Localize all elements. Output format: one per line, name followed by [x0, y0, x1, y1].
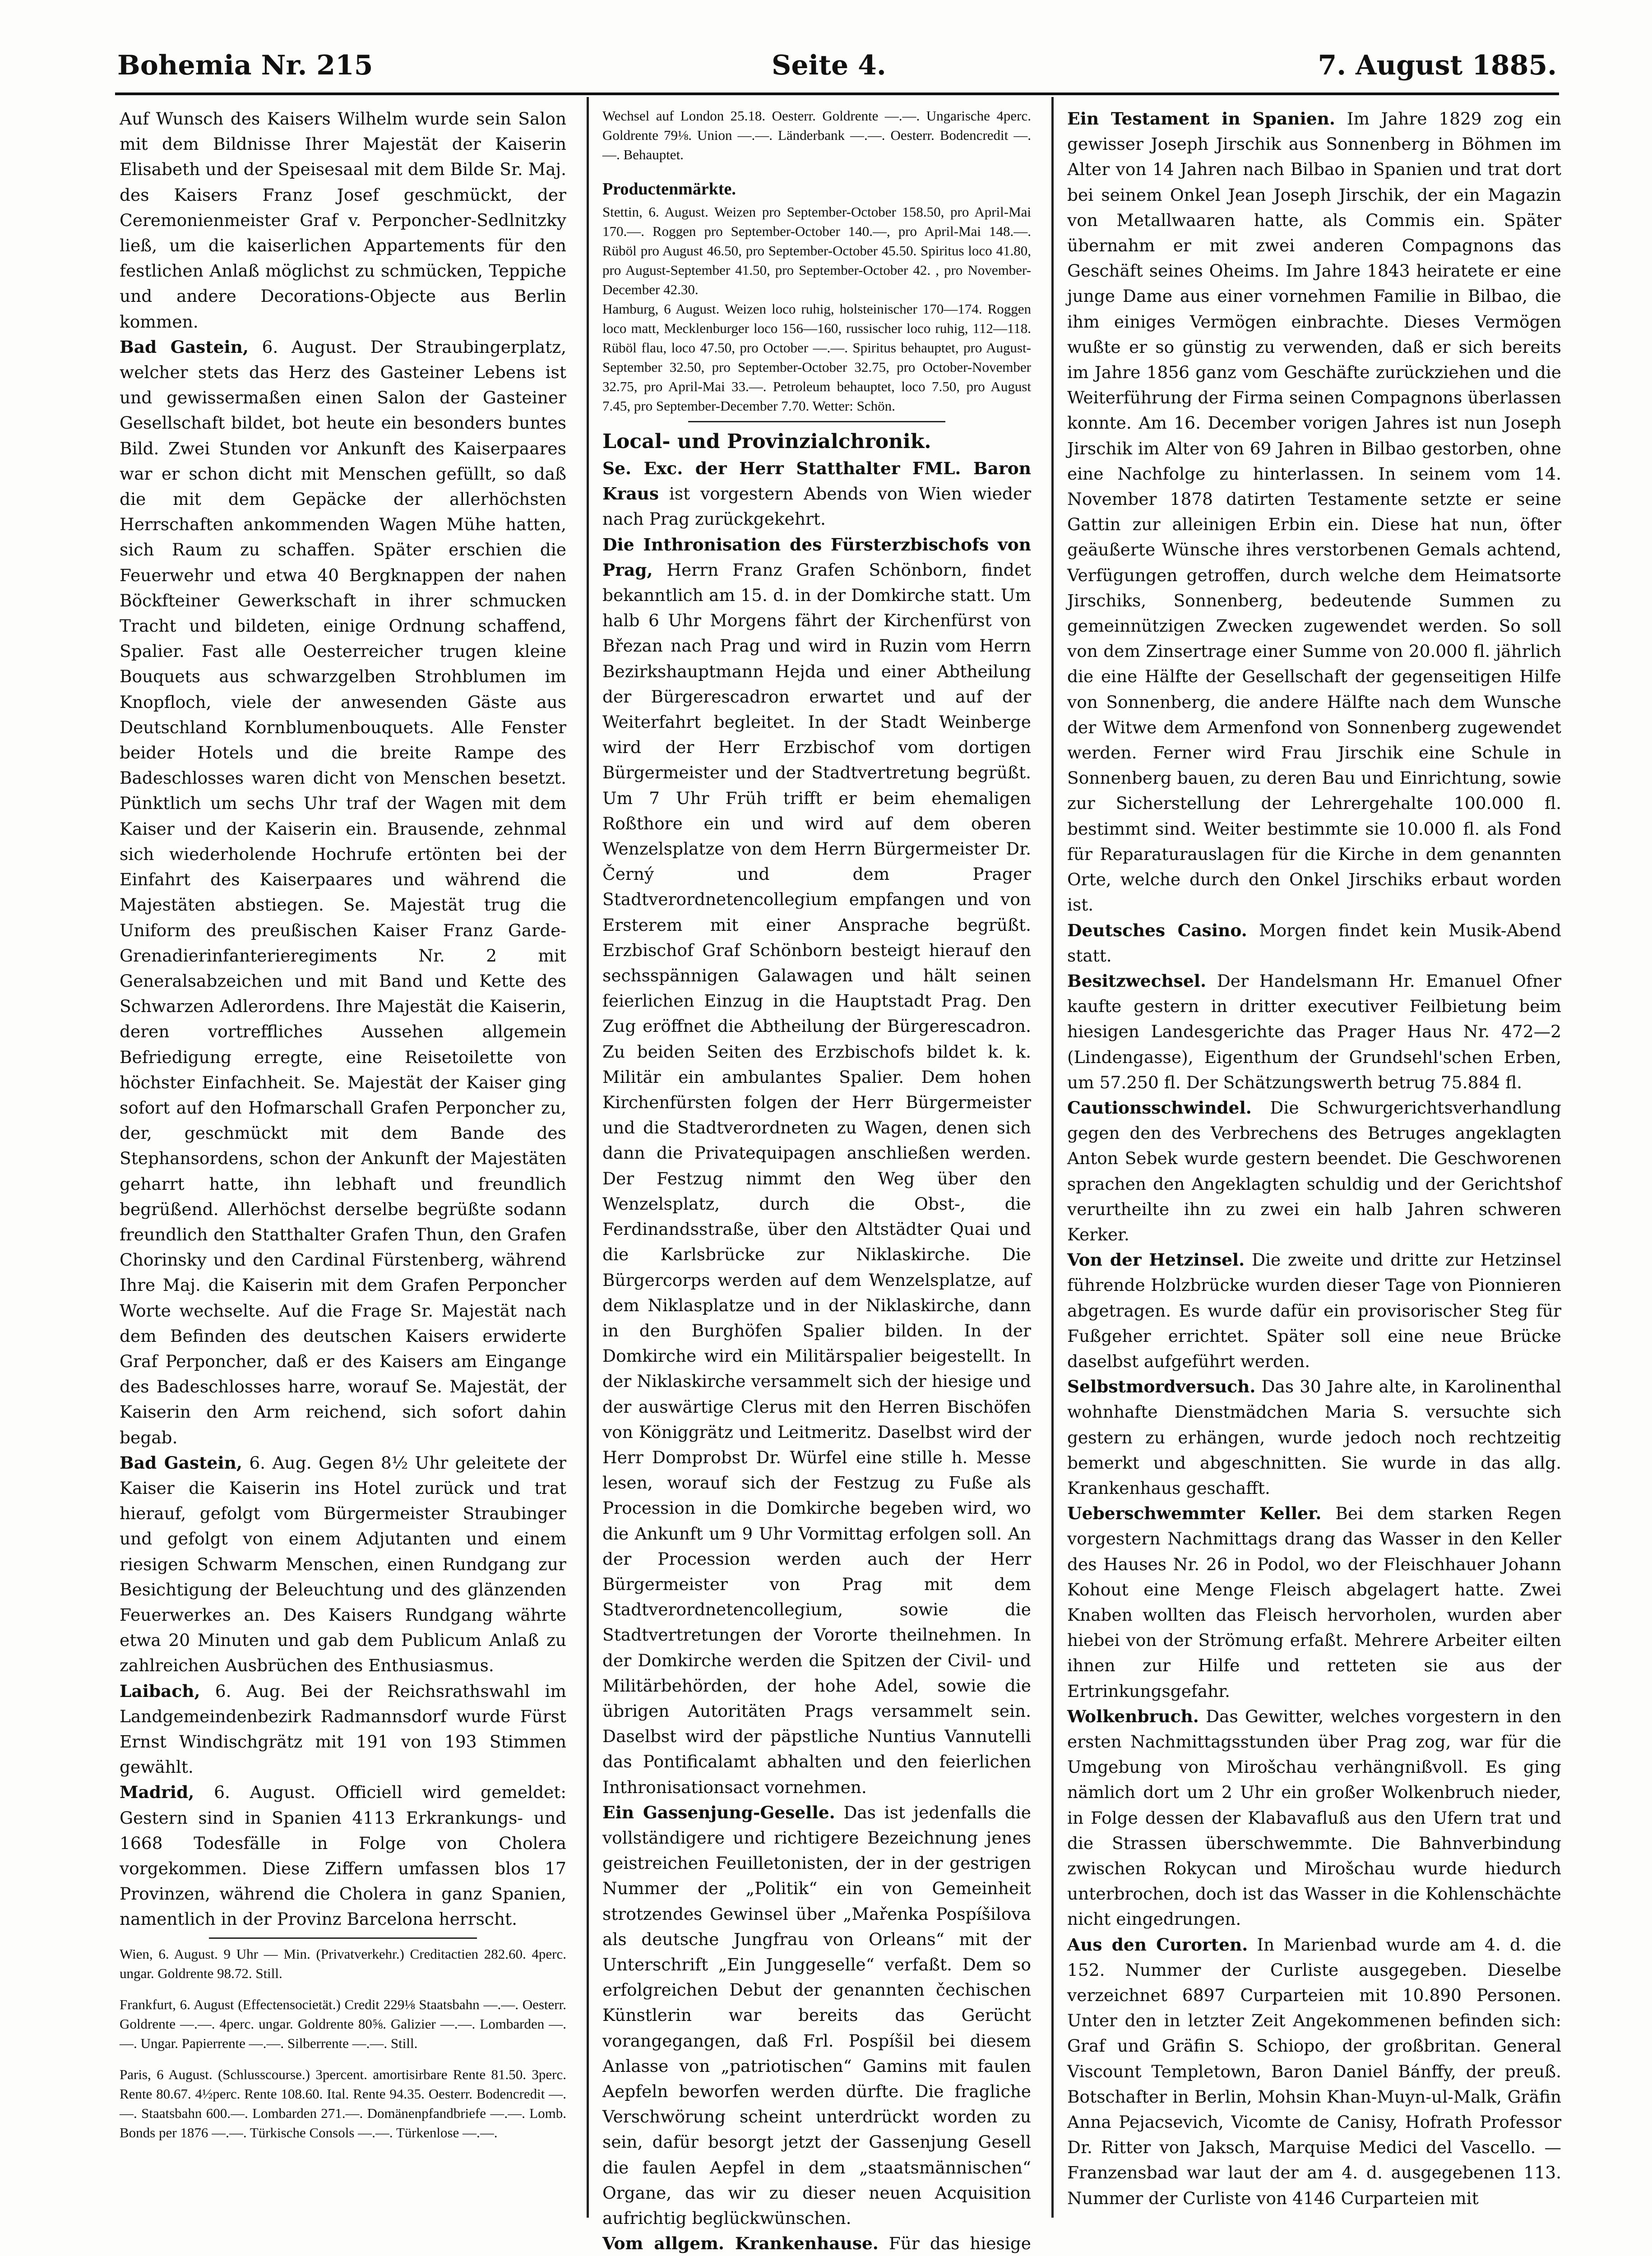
dateline: Madrid,	[120, 1782, 194, 1803]
article-paragraph: Madrid, 6. August. Officiell wird gemeldet: Gestern sind in Spanien 4113 Erkrankungs- und 1668 Todesfälle in Folge von Cholera vorgekommen. Diese Ziffern umfassen blos 17 Provinzen, während die Cholera in ganz Spanien, namentlich in der Provinz Barcelona herrscht.	[120, 1782, 566, 1929]
stock-report: Paris, 6 August. (Schlusscourse.) 3percent. amortisirbare Rente 81.50. 3perc. Rente 80.67. 4½perc. Rente 108.60. Ital. Rente 94.35. Oesterr. Bodencredit —.—. Staatsbahn 600.—. Lombarden 271.—. Domänenpfandbriefe —.—. Lomb. Bonds per 1876 —.—. Türkische Consols —.—. Türkenlose —.—.	[120, 2066, 566, 2140]
news-item: Ein Testament in Spanien. Im Jahre 1829 zog ein gewisser Joseph Jirschik aus Sonnenberg in Böhmen im Alter von 14 Jahren nach Bilbao in Spanien und trat dort bei seinem Onkel Jean Joseph Jirschik, der ein Magazin von Metallwaaren hatte, als Commis ein. Später übernahm er mit zwei anderen Compagnons das Geschäft seines Oheims. Im Jahre 1843 heiratete er eine junge Dame aus einer vornehmen Familie in Bilbao, die ihm einiges Vermögen einbrachte. Dieses Vermögen wußte er so günstig zu verwenden, daß er sich bereits im Jahre 1856 ganz vom Geschäfte zurückziehen und die Weiterführung der Firma seinen Compagnons überlassen konnte. Am 16. December vorigen Jahres ist nun Joseph Jirschik im Alter von 69 Jahren in Bilbao gestorben, ohne eine Nachfolge zu hinterlassen. In seinem vom 14. November 1878 datirten Testamente setzte er seine Gattin zur alleinigen Erbin ein. Diese hat nun, öfter geäußerte Wünsche ihres verstorbenen Gemals achtend, Verfügungen getroffen, durch welche dem Heimatsorte Jirschiks, Sonnenberg, bedeutende Summen zu gemeinnützigen Zwecken zugewendet werden. So soll von dem Zinsertrage einer Summe von 20.000 fl. jährlich die eine Hälfte der Gesellschaft der gegenseitigen Hilfe von Sonnenberg, die andere Hälfte nach dem Wunsche der Witwe dem Armenfond von Sonnenberg zugewendet werden. Ferner wird Frau Jirschik eine Schule in Sonnenberg bauen, zu deren Bau und Einrichtung, sowie zur Sicherstellung der Lehrergehalte 100.000 fl. bestimmt sind. Weiter bestimmte sie 10.000 fl. als Fond für Reparaturauslagen für die Kirche in dem genannten Orte, welche durch den Onkel Jirschiks erbaut worden ist.	[1067, 109, 1561, 915]
article-block	[602, 456, 1031, 2256]
dateline: Laibach,	[120, 1681, 200, 1701]
column-divider	[587, 97, 589, 2218]
news-item: Deutsches Casino. Morgen findet kein Musik-Abend statt.	[1067, 920, 1562, 966]
column-divider	[1051, 97, 1054, 2218]
page-number: Seite 4.	[772, 50, 886, 81]
news-item-title: Ein Gassenjung-Geselle.	[602, 1802, 835, 1822]
article-paragraph: Bad Gastein, 6. August. Der Straubingerplatz, welcher stets das Herz des Gasteiner Lebens ist und gewissermaßen einen Salon der Gasteiner Gesellschaft bildet, bot heute ein besonders buntes Bild. Zwei Stunden vor Ankunft des Kaiserpaares war er schon dicht mit Menschen gefüllt, so daß die mit dem Gepäcke der allerhöchsten Herrschaften ankommenden Wagen Mühe hatten, sich Raum zu schaffen. Später erschien die Feuerwehr und etwa 40 Bergknappen der nahen Böckfteiner Gewerkschaft in ihrer schmucken Tracht und bildeten, einige Ordnung schaffend, Spalier. Fast alle Oesterreicher trugen kleine Bouquets aus schwarzgelben Strohblumen im Knopfloch, viele der anwesenden Gäste aus Deutschland Kornblumenbouquets. Alle Fenster beider Hotels und die breite Rampe des Badeschlosses waren dicht von Menschen besetzt. Pünktlich um sechs Uhr traf der Wagen mit dem Kaiser und der Kaiserin ein. Brausende, zehnmal sich wiederholende Hochrufe ertönten bei der Einfahrt des Kaiserpaares und während die Majestäten abstiegen. Se. Majestät trug die Uniform des preußischen Kaiser Franz Garde-Grenadierinfanterieregiments Nr. 2 mit Generalsabzeichen und mit Band und Kette des Schwarzen Adlerordens. Ihre Majestät die Kaiserin, deren vortreffliches Aussehen allgemein Befriedigung erregte, eine Reisetoilette von höchster Einfachheit. Se. Majestät der Kaiser ging sofort auf den Hofmarschall Grafen Perponcher zu, der, geschmückt mit dem Bande des Stephansordens, schon der Ankunft der Majestäten geharrt hatte, ihn lebhaft und freundlich begrüßend. Allerhöchst derselbe begrüßte sodann freundlich den Statthalter Grafen Thun, den Grafen Chorinsky und den Cardinal Fürstenberg, während Ihre Maj. die Kaiserin mit dem Grafen Perponcher Worte wechselte. Auf die Frage Sr. Majestät nach dem Befinden des deutschen Kaisers erwiderte Graf Perponcher, daß er des Kaisers am Eingange des Badeschlosses harre, worauf Se. Majestät, der Kaiserin den Arm reichend, sich sofort dahin begab.	[120, 337, 567, 1447]
stock-report: Frankfurt, 6. August (Effectensocietät.) Credit 229⅛ Staatsbahn —.—. Oesterr. Goldrente —.—. 4perc. ungar. Goldrente 80⅝. Galizier —.—. Lombarden —.—. Ungar. Papierrente —.—. Silberrente —.—. Still.	[120, 1996, 566, 2051]
news-item: Aus den Curorten. In Marienbad wurde am 4. d. die 152. Nummer der Curliste ausgegeben. Dieselbe verzeichnet 6897 Curparteien mit 10.890 Personen. Unter den in letzter Zeit Angekommenen befinden sich: Graf und Gräfin S. Schiopo, der großbritan. General Viscount Templetown, Baron Daniel Bánffy, der preuß. Botschafter in Berlin, Mohsin Khan-Muyn-ul-Malk, Gräfin Anna Pejacsevich, Vicomte de Canisy, Hofrath Professor Dr. Ritter von Jaksch, Marquise Medici del Vascello. — Franzensbad war laut der am 4. d. ausgegebenen 113. Nummer der Curliste von 4146 Curparteien mit	[1067, 1934, 1561, 2208]
news-item-title: Cautionsschwindel.	[1067, 1097, 1252, 1118]
dateline: Bad Gastein,	[120, 1452, 242, 1473]
stock-report: Wechsel auf London 25.18. Oesterr. Goldrente —.—. Ungarische 4perc. Goldrente 79⅛. Union —.—. Länderbank —.—. Oesterr. Bodencredit —.—. Behauptet.	[602, 108, 1031, 162]
news-item-title: Se. Exc. der Herr Statthalter FML. Baron Kraus	[602, 458, 1031, 504]
news-item-title: Die Inthronisation des Fürsterzbischofs von Prag,	[602, 534, 1031, 580]
market-report: Stettin, 6. August. Weizen pro September-October 158.50, pro April-Mai 170.—. Roggen pro September-October 140.—, pro April-Mai 148.—. Rüböl pro August 46.50, pro September-October 45.50. Spiritus loco 41.80, pro August-September 41.50, pro September-October 42. , pro November-December 42.30.	[602, 204, 1031, 297]
dateline: Bad Gastein,	[120, 337, 249, 357]
news-item-title: Ueberschwemmter Keller.	[1067, 1503, 1322, 1524]
news-item-title: Aus den Curorten.	[1067, 1934, 1248, 1955]
news-item-title: Besitzwechsel.	[1067, 971, 1207, 991]
news-item: Ueberschwemmter Keller. Bei dem starken Regen vorgestern Nachmittags drang das Wasser in den Keller des Hauses Nr. 26 in Podol, wo der Fleischhauer Johann Kohout eine Menge Fleisch abgelagert hatte. Zwei Knaben wollten das Fleisch hervorholen, wurden aber hiebei von der Strömung erfaßt. Mehrere Arbeiter eilten ihnen zur Hilfe und retteten sie aus der Ertrinkungsgefahr.	[1067, 1503, 1561, 1701]
article-paragraph: Laibach, 6. Aug. Bei der Reichsrathswahl im Landgemeindenbezirk Radmannsdorf wurde Fürst Ernst Windischgrätz mit 191 von 193 Stimmen gewählt.	[120, 1681, 566, 1777]
news-item-title: Von der Hetzinsel.	[1067, 1250, 1245, 1270]
page-header	[117, 43, 1557, 92]
news-item: Ein Gassenjung-Geselle. Das ist jedenfalls die vollständigere und richtigere Bezeichnung jenes geistreichen Feuilletonisten, der in der gestrigen Nummer der „Politik“ ein von Gemeinheit strotzendes Gewinsel über „Mařenka Pospíšilova als deutsche Jungfrau von Orleans“ mit der Unterschrift „Ein Junggeselle“ verfaßt. Dem so erfolgreichen Debut der genannten čechischen Künstlerin war bereits das Gerücht vorangegangen, daß Frl. Pospíšil bei diesem Anlasse von „patriotischen“ Gamins mit faulen Aepfeln beworfen werden dürfte. Die fragliche Verschwörung scheint unterdrückt worden zu sein, dafür besorgt jetzt der Gassenjung Gesell die faulen Aepfel in dem „staatsmännischen“ Organe, das wir zu dieser neuen Acquisition aufrichtig beglückwünschen.	[602, 1802, 1031, 2228]
news-item: Se. Exc. der Herr Statthalter FML. Baron Kraus ist vorgestern Abends von Wien wieder nach Prag zurückgekehrt.	[602, 458, 1031, 529]
news-item-title: Vom allgem. Krankenhause.	[602, 2233, 879, 2254]
issue-date: 7. August 1885.	[1318, 50, 1557, 81]
column-2	[602, 106, 1032, 2254]
news-item: Besitzwechsel. Der Handelsmann Hr. Emanuel Ofner kaufte gestern in dritter executiver Feilbietung beim hiesigen Landesgerichte das Prager Haus Nr. 472—2 (Lindengasse), Eigenthum der Grundsehl'schen Erben, um 57.250 fl. Der Schätzungswerth betrug 75.884 fl.	[1067, 971, 1561, 1092]
stock-reports	[120, 1944, 566, 2142]
masthead-issue: Bohemia Nr. 215	[117, 50, 373, 81]
article-block	[1067, 106, 1561, 2211]
news-item-title: Wolkenbruch.	[1067, 1706, 1199, 1726]
news-item-title: Deutsches Casino.	[1067, 920, 1247, 940]
news-item: Wolkenbruch. Das Gewitter, welches vorgestern in den ersten Nachmittagsstunden über Prag zog, war für die Umgebung von Mirošchau verhängnißvoll. Es ging nämlich dort um 2 Uhr ein großer Wolkenbruch nieder, in Folge dessen der Klabavafluß aus den Ufern trat und die Strassen überschwemmte. Die Bahnverbindung zwischen Rokycan und Mirošchau wurde hiedurch unterbrochen, doch ist das Wasser in die Kohlenschächte nicht eingedrungen.	[1067, 1706, 1562, 1929]
section-divider	[688, 421, 945, 422]
article-paragraph: Bad Gastein, 6. Aug. Gegen 8½ Uhr geleitete der Kaiser die Kaiserin ins Hotel zurück und trat hierauf, gefolgt vom Bürgermeister Straubinger und gefolgt von einem Adjutanten und einem riesigen Schwarm Menschen, einen Rundgang zur Besichtigung der Beleuchtung und des glänzenden Feuerwerkes an. Des Kaisers Rundgang währte etwa 20 Minuten und gab dem Publicum Anlaß zu zahlreichen Ausbrüchen des Enthusiasmus.	[120, 1452, 566, 1676]
section-divider	[209, 1937, 477, 1939]
news-item: Selbstmordversuch. Das 30 Jahre alte, in Karolinenthal wohnhafte Dienstmädchen Maria S. versuchte sich gestern zu erhängen, wurde jedoch noch rechtzeitig bemerkt und abgeschnitten. Sie wurde in das allg. Krankenhaus geschafft.	[1067, 1377, 1561, 1498]
article-paragraph: Auf Wunsch des Kaisers Wilhelm wurde sein Salon mit dem Bildnisse Ihrer Majestät der Kaiserin Elisabeth und der Speisesaal mit dem Bilde Sr. Maj. des Kaisers Franz Josef geschmückt, der Ceremonienmeister Graf v. Perponcher-Sedlnitzky ließ, um die kaiserlichen Appartements für den festlichen Anlaß möglichst zu schmücken, Teppiche und andere Decorations-Objecte aus Berlin kommen.	[120, 109, 566, 332]
markets-heading: Productenmärkte.	[602, 180, 736, 199]
news-item: Cautionsschwindel. Die Schwurgerichtsverhandlung gegen den des Verbrechens des Betruges angeklagten Anton Sebek wurde gestern beendet. Die Geschworenen sprachen den Angeklagten schuldig und der Gerichtshof verurtheilte ihn zu zwei ein halb Jahren schweren Kerker.	[1067, 1097, 1561, 1244]
column-3	[1067, 106, 1561, 2213]
article-block	[120, 106, 566, 1932]
exchange-report	[602, 106, 1031, 416]
column-1	[120, 106, 566, 2213]
chronicle-heading: Local- und Provinzialchronik.	[602, 430, 931, 453]
stock-report: Wien, 6. August. 9 Uhr — Min. (Privatverkehr.) Creditactien 282.60. 4perc. ungar. Goldrente 98.72. Still.	[120, 1946, 566, 1981]
header-rule	[115, 92, 1559, 95]
news-item: Vom allgem. Krankenhause. Für das hiesige	[602, 2233, 1031, 2254]
news-item: Die Inthronisation des Fürsterzbischofs von Prag, Herrn Franz Grafen Schönborn, findet bekanntlich am 15. d. in der Domkirche statt. Um halb 6 Uhr Morgens fährt der Kirchenfürst von Březan nach Prag und wird in Ruzin vom Herrn Bezirkshauptmann Hejda und einer Abtheilung der Bürgerescadron erwartet und auf der Weiterfahrt begleitet. In der Stadt Weinberge wird der Herr Erzbischof vom dortigen Bürgermeister und der Stadtvertretung begrüßt. Um 7 Uhr Früh trifft er beim ehemaligen Roßthore ein und wird auf dem oberen Wenzelsplatze von dem Herrn Bürgermeister Dr. Černý und dem Prager Stadtverordnetencollegium empfangen und von Ersterem mit einer Ansprache begrüßt. Erzbischof Graf Schönborn besteigt hierauf den sechsspännigen Galawagen und hält seinen feierlichen Einzug in die Hauptstadt Prag. Den Zug eröffnet die Abtheilung der Bürgerescadron. Zu beiden Seiten des Erzbischofs bildet k. k. Militär ein ambulantes Spalier. Dem hohen Kirchenfürsten folgen der Herr Bürgermeister und die Stadtverordneten zu Wagen, denen sich dann die Privatequipagen anschließen werden. Der Festzug nimmt den Weg über den Wenzelsplatz, durch die Obst-, die Ferdinandsstraße, über den Altstädter Quai und die Karlsbrücke zur Niklaskirche. Die Bürgercorps werden auf dem Wenzelsplatze, auf dem Niklasplatze und in der Niklaskirche, dann in den Burghöfen Spalier bilden. In der Domkirche wird ein Militärspalier beigestellt. In der Niklaskirche versammelt sich der hiesige und der auswärtige Clerus mit den Herren Bischöfen von Königgrätz und Leitmeritz. Daselbst wird der Herr Domprobst Dr. Würfel eine stille h. Messe lesen, worauf sich der Festzug zu Fuße als Procession in die Domkirche begeben wird, wo die Ankunft um 9 Uhr Vormittag erfolgen soll. An der Procession werden auch der Herr Bürgermeister von Prag mit dem Stadtverordnetencollegium, sowie die Stadtvertretungen der Vororte theilnehmen. In der Domkirche werden die Spitzen der Civil- und Militärbehörden, der hohe Adel, sowie die übrigen Autoritäten Prags versammelt sein. Daselbst wird der päpstliche Nuntius Vannutelli das Pontificalamt abhalten und den feierlichen Inthronisationsact vornehmen.	[602, 534, 1032, 1797]
news-item: Von der Hetzinsel. Die zweite und dritte zur Hetzinsel führende Holzbrücke wurden dieser Tage von Pionnieren abgetragen. Es wurde dafür ein provisorischer Steg für Fußgeher errichtet. Später soll eine neue Brücke daselbst aufgeführt werden.	[1067, 1250, 1562, 1371]
news-item-title: Selbstmordversuch.	[1067, 1377, 1256, 1397]
news-item-title: Ein Testament in Spanien.	[1067, 109, 1335, 129]
market-report: Hamburg, 6 August. Weizen loco ruhig, holsteinischer 170—174. Roggen loco matt, Mecklenburger loco 156—160, russischer loco ruhig, 112—118. Rüböl flau, loco 47.50, pro October —.—. Spiritus behauptet, pro August-September 32.50, pro September-October 32.75, pro October-November 32.75, pro April-Mai 33.—. Petroleum behauptet, loco 7.50, pro August 7.45, pro September-December 7.70. Wetter: Schön.	[602, 301, 1031, 414]
